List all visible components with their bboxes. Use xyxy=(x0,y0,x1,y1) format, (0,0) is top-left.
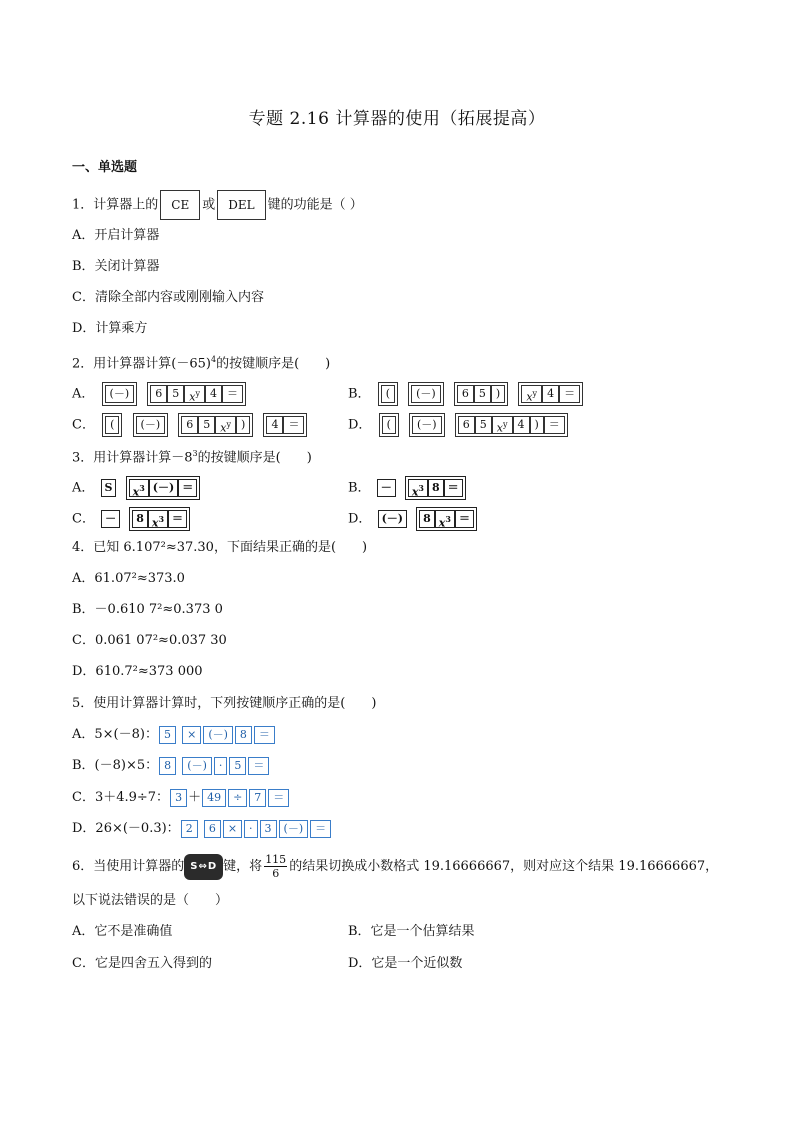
negative-key: (－) xyxy=(149,479,178,497)
q3-option-d xyxy=(348,507,480,531)
key-group xyxy=(102,382,138,406)
digit-key: 3 xyxy=(260,820,277,838)
digit-key: 6 xyxy=(181,416,198,434)
q6-mid: 键，将 xyxy=(223,859,263,874)
digit-key: 6 xyxy=(457,385,474,403)
negative-key: (－) xyxy=(279,820,309,838)
q6-stem-line2: 以下说法错误的是（ ） xyxy=(72,893,229,908)
option-label: C．3＋4.9÷7： xyxy=(72,790,170,805)
digit-key: 4 xyxy=(205,385,222,403)
q2-stem-end: 的按键顺序是( ) xyxy=(216,356,331,372)
q6-suffix: 的结果切换成小数格式 19.16666667，则对应这个结果 19.16666667， xyxy=(289,859,719,874)
negative-key: (－) xyxy=(105,385,135,403)
question-2-stem xyxy=(72,350,330,374)
option-label: D． xyxy=(348,511,372,527)
q6-option-d: D．它是一个近似数 xyxy=(348,956,463,971)
right-paren-key: ) xyxy=(236,416,250,434)
negative-key: (－) xyxy=(182,757,212,775)
digit-key: 6 xyxy=(150,385,167,403)
negative-key: (－) xyxy=(412,416,442,434)
plus-sign: ＋ xyxy=(188,790,202,805)
option-label: A． xyxy=(72,386,95,402)
q4-option-a: A．61.07²≈373.0 xyxy=(72,571,185,586)
key-group xyxy=(455,413,568,437)
digit-key: 6 xyxy=(458,416,475,434)
digit-key: 4 xyxy=(266,416,283,434)
equals-key: ＝ xyxy=(222,385,243,403)
fraction-numerator: 115 xyxy=(265,853,287,866)
q2-option-c xyxy=(72,413,310,437)
fraction-denominator: 6 xyxy=(272,867,280,880)
power-key: $x^y$ xyxy=(184,385,205,403)
q5-option-d xyxy=(72,819,332,839)
cube-key: $x^3$ xyxy=(435,510,455,528)
q6-option-c: C．它是四舍五入得到的 xyxy=(72,956,212,971)
equals-key: ＝ xyxy=(544,416,565,434)
digit-key: 4 xyxy=(542,385,559,403)
digit-key: 5 xyxy=(229,757,246,775)
key-group xyxy=(263,413,307,437)
q3-stem-end: 的按键顺序是( ) xyxy=(197,450,312,466)
q2-option-b xyxy=(348,382,586,406)
equals-key: ＝ xyxy=(178,479,197,497)
option-label: C． xyxy=(72,417,95,433)
key-group xyxy=(379,413,399,437)
digit-key: 6 xyxy=(204,820,221,838)
q4-option-d: D．610.7²≈373 000 xyxy=(72,664,203,679)
q3-exponent: 3 xyxy=(192,449,198,458)
digit-key: 8 xyxy=(132,510,148,528)
option-label: B． xyxy=(348,480,371,496)
digit-key: 49 xyxy=(202,789,226,807)
q5-option-b xyxy=(72,756,270,776)
right-paren-key: ) xyxy=(491,385,505,403)
equals-key: ＝ xyxy=(248,757,269,775)
key-group xyxy=(378,382,398,406)
negative-key: (－) xyxy=(136,416,166,434)
divide-key: ÷ xyxy=(228,789,247,807)
negative-key: (－) xyxy=(203,726,233,744)
digit-key: 5 xyxy=(475,416,492,434)
option-label: A． xyxy=(72,480,95,496)
q1-suffix: 键的功能是（ ） xyxy=(267,197,363,213)
question-3-stem xyxy=(72,444,312,468)
digit-key: 5 xyxy=(198,416,215,434)
cube-key: $x^3$ xyxy=(148,510,168,528)
negative-key: (－) xyxy=(378,510,407,528)
option-label: A．5×(－8)： xyxy=(72,727,158,742)
section-heading: 一、单选题 xyxy=(72,160,138,175)
equals-key: ＝ xyxy=(254,726,275,744)
cube-key: $x^3$ xyxy=(129,479,149,497)
key-group xyxy=(178,413,253,437)
key-group xyxy=(129,507,190,531)
equals-key: ＝ xyxy=(455,510,474,528)
q2-option-a xyxy=(72,382,249,406)
key-group xyxy=(147,382,246,406)
option-label: C． xyxy=(72,511,95,527)
q2-option-d xyxy=(348,413,571,437)
q3-option-b xyxy=(348,476,469,500)
digit-key: 8 xyxy=(235,726,252,744)
digit-key: 3 xyxy=(170,789,187,807)
equals-key: ＝ xyxy=(168,510,187,528)
q3-option-c xyxy=(72,507,193,531)
q1-prefix: 1．计算器上的 xyxy=(72,197,159,213)
key-group xyxy=(408,382,444,406)
q5-option-c xyxy=(72,788,290,808)
cube-key: $x^3$ xyxy=(408,479,428,497)
key-group xyxy=(409,413,445,437)
q5-option-a xyxy=(72,725,276,745)
option-label: D．26×(－0.3)： xyxy=(72,821,180,836)
q2-exponent: 4 xyxy=(210,355,217,364)
minus-key: － xyxy=(101,510,120,528)
times-key: × xyxy=(182,726,201,744)
equals-key: ＝ xyxy=(444,479,463,497)
q4-option-c: C．0.061 07²≈0.037 30 xyxy=(72,633,227,648)
right-paren-key: ) xyxy=(530,416,544,434)
digit-key: 4 xyxy=(513,416,530,434)
left-paren-key: ( xyxy=(382,416,396,434)
digit-key: 8 xyxy=(428,479,444,497)
key-group xyxy=(102,413,122,437)
digit-key: 5 xyxy=(474,385,491,403)
q1-mid: 或 xyxy=(202,197,216,213)
equals-key: ＝ xyxy=(559,385,580,403)
q6-option-b: B．它是一个估算结果 xyxy=(348,924,475,939)
q4-option-b: B．－0.610 7²≈0.373 0 xyxy=(72,602,223,617)
power-key: $x^y$ xyxy=(492,416,513,434)
equals-key: ＝ xyxy=(283,416,304,434)
left-paren-key: ( xyxy=(105,416,119,434)
question-4-stem: 4．已知 6.107²≈37.30，下面结果正确的是( ) xyxy=(72,540,368,555)
q2-stem-text: 2．用计算器计算(－65) xyxy=(72,356,211,372)
digit-key: 8 xyxy=(159,757,176,775)
q1-option-b: B．关闭计算器 xyxy=(72,259,160,274)
question-6-stem xyxy=(72,853,718,880)
fraction xyxy=(264,853,287,880)
power-key: $x^y$ xyxy=(521,385,542,403)
option-label: D． xyxy=(348,417,372,433)
dot-key: · xyxy=(244,820,258,838)
key-group xyxy=(126,476,201,500)
option-label: B． xyxy=(348,386,371,402)
key-group xyxy=(133,413,169,437)
q1-option-c: C．清除全部内容或刚刚输入内容 xyxy=(72,290,264,305)
key-group xyxy=(416,507,477,531)
times-key: × xyxy=(223,820,242,838)
q6-prefix: 6．当使用计算器的 xyxy=(72,859,185,874)
ce-key: CE xyxy=(160,190,200,220)
key-group xyxy=(405,476,466,500)
digit-key: 5 xyxy=(167,385,184,403)
key-group xyxy=(454,382,508,406)
digit-key: 7 xyxy=(249,789,266,807)
power-key: $x^y$ xyxy=(215,416,236,434)
left-paren-key: ( xyxy=(381,385,395,403)
question-5-stem: 5．使用计算器计算时，下列按键顺序正确的是( ) xyxy=(72,696,377,711)
equals-key: ＝ xyxy=(268,789,289,807)
digit-key: 2 xyxy=(181,820,198,838)
dot-key: · xyxy=(214,757,228,775)
q6-option-a: A．它不是准确值 xyxy=(72,924,173,939)
option-label: B．(－8)×5： xyxy=(72,758,159,773)
shift-key: S xyxy=(101,479,117,497)
negative-key: (－) xyxy=(411,385,441,403)
q1-option-d: D．计算乘方 xyxy=(72,321,148,336)
q3-option-a xyxy=(72,476,203,500)
equals-key: ＝ xyxy=(310,820,331,838)
digit-key: 5 xyxy=(159,726,176,744)
question-1-stem xyxy=(72,190,363,220)
del-key: DEL xyxy=(217,190,265,220)
digit-key: 8 xyxy=(419,510,435,528)
sd-toggle-key-icon: S⇔D xyxy=(184,854,223,880)
q1-option-a: A．开启计算器 xyxy=(72,228,160,243)
minus-key: － xyxy=(377,479,396,497)
key-group xyxy=(518,382,583,406)
page-title: 专题 2.16 计算器的使用（拓展提高） xyxy=(248,109,546,129)
q3-stem-text: 3．用计算器计算－8 xyxy=(72,450,193,466)
